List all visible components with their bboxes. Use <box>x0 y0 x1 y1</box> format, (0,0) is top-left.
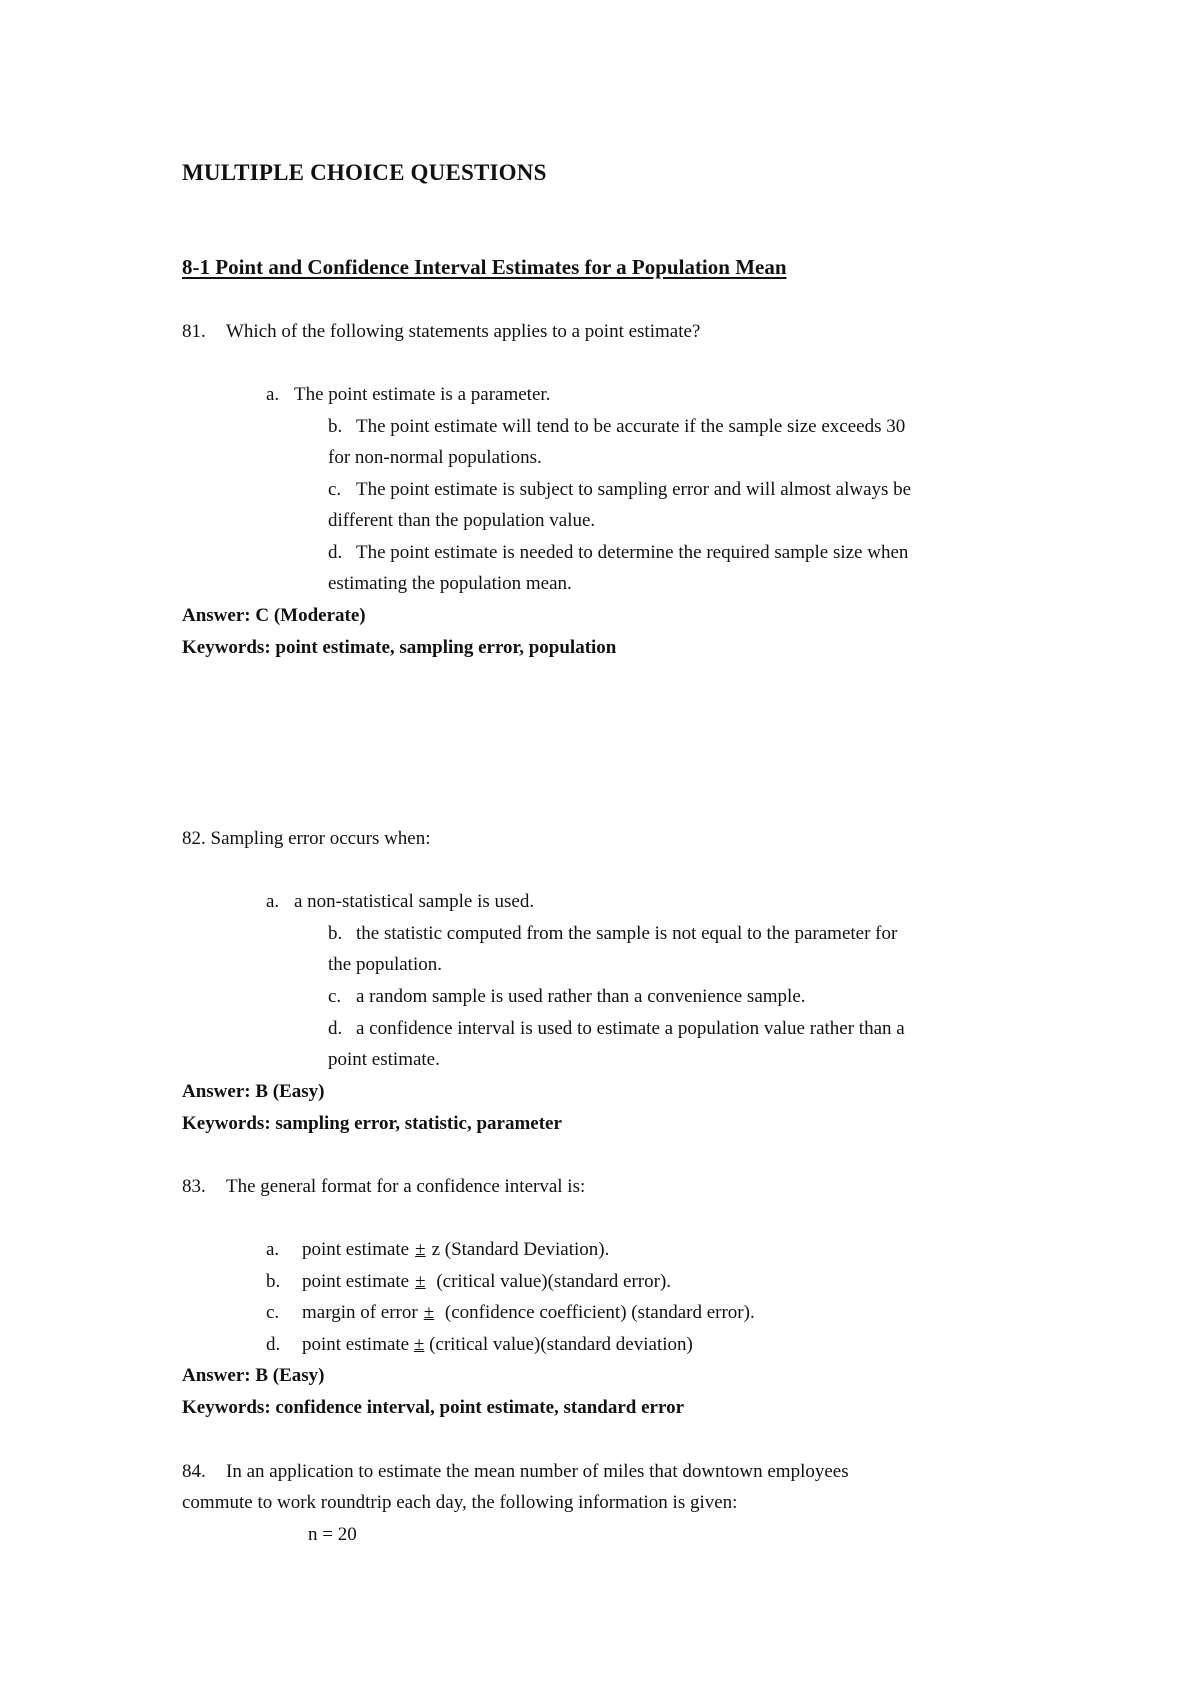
option-81-c <box>328 478 911 502</box>
option-text-rest: (critical value)(standard error). <box>431 1271 672 1292</box>
option-81-a <box>266 383 550 407</box>
question-number: 83. <box>182 1176 206 1197</box>
option-81-d <box>328 541 908 565</box>
option-letter: c. <box>328 479 342 500</box>
option-letter: d. <box>328 1018 343 1039</box>
option-82-d <box>328 1017 905 1041</box>
answer-83: Answer: B (Easy) <box>182 1365 325 1386</box>
option-text-rest: (confidence coefficient) (standard error). <box>440 1302 755 1323</box>
option-letter: a. <box>266 891 280 912</box>
option-letter: d. <box>328 542 343 563</box>
option-text: The point estimate is subject to sampling error and will almost always be <box>356 479 912 500</box>
given-value: n = 20 <box>308 1524 357 1545</box>
option-83-a <box>266 1238 609 1262</box>
option-text: The point estimate is needed to determine the required sample size when <box>356 542 909 563</box>
option-letter: b. <box>328 416 343 437</box>
option-letter: a. <box>266 384 280 405</box>
document-title: MULTIPLE CHOICE QUESTIONS <box>182 160 547 185</box>
question-83 <box>182 1175 585 1199</box>
option-83-c <box>266 1301 755 1325</box>
question-81 <box>182 320 700 344</box>
keywords-82: Keywords: sampling error, statistic, parameter <box>182 1113 562 1134</box>
option-letter: b. <box>266 1271 281 1292</box>
question-84-cont: commute to work roundtrip each day, the following information is given: <box>182 1492 738 1513</box>
keywords-81: Keywords: point estimate, sampling error, population <box>182 637 617 658</box>
question-text: In an application to estimate the mean number of miles that downtown employees <box>226 1461 849 1482</box>
plus-minus-symbol: ± <box>413 1334 425 1355</box>
option-83-b <box>266 1270 671 1294</box>
plus-minus-symbol: ± <box>423 1302 435 1323</box>
section-title: 8-1 Point and Confidence Interval Estimates for a Population Mean <box>182 255 787 279</box>
option-text: a random sample is used rather than a convenience sample. <box>356 986 806 1007</box>
option-82-b-cont: the population. <box>328 954 442 975</box>
question-text: Which of the following statements applies to a point estimate? <box>226 321 701 342</box>
option-letter: c. <box>266 1302 280 1323</box>
option-text: a non-statistical sample is used. <box>294 891 535 912</box>
question-number: 81. <box>182 321 206 342</box>
plus-minus-symbol: ± <box>415 1271 426 1292</box>
option-letter: c. <box>328 986 342 1007</box>
option-text: margin of error <box>302 1302 418 1323</box>
option-81-c-cont: different than the population value. <box>328 510 596 531</box>
option-82-d-cont: point estimate. <box>328 1049 440 1070</box>
option-83-d <box>266 1333 693 1357</box>
option-text: The point estimate is a parameter. <box>294 384 551 405</box>
option-text: point estimate <box>302 1334 410 1355</box>
keywords-83: Keywords: confidence interval, point estimate, standard error <box>182 1397 685 1418</box>
option-text-rest: (critical value)(standard deviation) <box>429 1334 693 1355</box>
question-text: The general format for a confidence interval is: <box>226 1176 586 1197</box>
option-text: point estimate <box>302 1271 410 1292</box>
option-letter: d. <box>266 1334 281 1355</box>
option-82-c <box>328 985 806 1009</box>
answer-82: Answer: B (Easy) <box>182 1081 325 1102</box>
question-text: Sampling error occurs when: <box>210 828 431 849</box>
option-letter: b. <box>328 923 343 944</box>
question-82 <box>182 827 431 851</box>
option-text: The point estimate will tend to be accurate if the sample size exceeds 30 <box>356 416 906 437</box>
option-82-b <box>328 922 897 946</box>
question-number: 82. <box>182 828 206 849</box>
option-81-b <box>328 415 905 439</box>
answer-81: Answer: C (Moderate) <box>182 605 366 626</box>
option-text: the statistic computed from the sample is not equal to the parameter for <box>356 923 898 944</box>
option-text-rest: z (Standard Deviation). <box>431 1239 610 1260</box>
option-81-b-cont: for non-normal populations. <box>328 447 542 468</box>
option-text: a confidence interval is used to estimate a population value rather than a <box>356 1018 905 1039</box>
option-82-a <box>266 890 534 914</box>
option-letter: a. <box>266 1239 280 1260</box>
option-text: point estimate <box>302 1239 410 1260</box>
option-81-d-cont: estimating the population mean. <box>328 573 572 594</box>
question-84 <box>182 1460 849 1484</box>
plus-minus-symbol: ± <box>415 1239 426 1260</box>
question-number: 84. <box>182 1461 206 1482</box>
